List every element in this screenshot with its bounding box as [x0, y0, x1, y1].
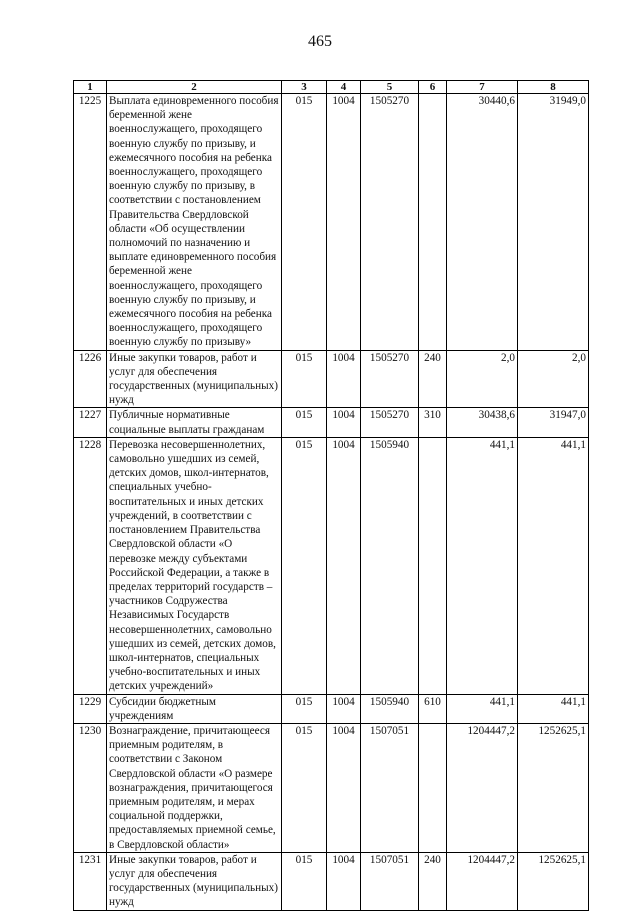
amount-col7: 30440,6	[447, 94, 518, 351]
row-name: Выплата единовременного пособия беременной жене военнослужащего, проходящего военную службу по призыву, и ежемесячного пособия на ребенка военнослужащего, проходящего военную службу по призыву, в соответствии с постановлением Правительства Свердловской области «Об осуществлении полномочий по назначению и выплате единовременного пособия беременной жене военнослужащего, проходящего военную службу по призыву, и ежемесячного пособия на ребенка военнослужащего, проходящего военную службу по призыву»	[107, 94, 282, 351]
expense-type-code	[419, 94, 447, 351]
table-row	[74, 94, 589, 351]
row-number: 1229	[74, 694, 107, 723]
target-code: 1505270	[361, 408, 419, 437]
ministry-code: 015	[282, 94, 327, 351]
section-code: 1004	[327, 350, 361, 408]
table-row	[74, 852, 589, 910]
row-name: Вознаграждение, причитающееся приемным родителям, в соответствии с Законом Свердловской области «О размере вознаграждения, причитающегося приемным родителям, и мерах социальной поддержки, предоставляемых приемной семье, в Свердловской области»	[107, 723, 282, 852]
header-cell: 8	[518, 81, 589, 94]
target-code: 1505940	[361, 694, 419, 723]
header-cell: 6	[419, 81, 447, 94]
amount-col8: 1252625,1	[518, 723, 589, 852]
table-row	[74, 694, 589, 723]
header-cell: 7	[447, 81, 518, 94]
header-cell: 2	[107, 81, 282, 94]
section-code: 1004	[327, 852, 361, 910]
row-number: 1228	[74, 437, 107, 694]
ministry-code: 015	[282, 437, 327, 694]
table-row	[74, 408, 589, 437]
row-number: 1226	[74, 350, 107, 408]
row-number: 1225	[74, 94, 107, 351]
section-code: 1004	[327, 723, 361, 852]
section-code: 1004	[327, 437, 361, 694]
header-row	[74, 81, 589, 94]
expense-type-code	[419, 723, 447, 852]
section-code: 1004	[327, 94, 361, 351]
amount-col8: 2,0	[518, 350, 589, 408]
amount-col7: 441,1	[447, 694, 518, 723]
expense-type-code: 310	[419, 408, 447, 437]
amount-col8: 31949,0	[518, 94, 589, 351]
expense-type-code: 610	[419, 694, 447, 723]
row-number: 1231	[74, 852, 107, 910]
table-row	[74, 350, 589, 408]
amount-col8: 31947,0	[518, 408, 589, 437]
ministry-code: 015	[282, 350, 327, 408]
header-cell: 4	[327, 81, 361, 94]
budget-table	[73, 80, 589, 911]
amount-col7: 30438,6	[447, 408, 518, 437]
target-code: 1507051	[361, 723, 419, 852]
row-name: Перевозка несовершеннолетних, самовольно ушедших из семей, детских домов, школ-интернатов, специальных учебно-воспитательных и иных детских учреждений, в соответствии с постановлением Правительства Свердловской области «О перевозке между субъектами Российской Федерации, а также в пределах территорий государств – участников Содружества Независимых Государств несовершеннолетних, самовольно ушедших из семей, детских домов, школ-интернатов, специальных учебно-воспитательных и иных детских учреждений»	[107, 437, 282, 694]
row-number: 1227	[74, 408, 107, 437]
amount-col7: 441,1	[447, 437, 518, 694]
row-name: Субсидии бюджетным учреждениям	[107, 694, 282, 723]
amount-col8: 1252625,1	[518, 852, 589, 910]
target-code: 1507051	[361, 852, 419, 910]
page-number: 465	[308, 33, 332, 50]
amount-col8: 441,1	[518, 694, 589, 723]
row-number: 1230	[74, 723, 107, 852]
expense-type-code	[419, 437, 447, 694]
ministry-code: 015	[282, 852, 327, 910]
expense-type-code: 240	[419, 350, 447, 408]
amount-col7: 1204447,2	[447, 852, 518, 910]
ministry-code: 015	[282, 408, 327, 437]
ministry-code: 015	[282, 694, 327, 723]
row-name: Публичные нормативные социальные выплаты гражданам	[107, 408, 282, 437]
amount-col8: 441,1	[518, 437, 589, 694]
target-code: 1505940	[361, 437, 419, 694]
amount-col7: 2,0	[447, 350, 518, 408]
expense-type-code: 240	[419, 852, 447, 910]
target-code: 1505270	[361, 350, 419, 408]
section-code: 1004	[327, 408, 361, 437]
header-cell: 3	[282, 81, 327, 94]
ministry-code: 015	[282, 723, 327, 852]
section-code: 1004	[327, 694, 361, 723]
header-cell: 5	[361, 81, 419, 94]
row-name: Иные закупки товаров, работ и услуг для обеспечения государственных (муниципальных) нужд	[107, 350, 282, 408]
table-row	[74, 437, 589, 694]
amount-col7: 1204447,2	[447, 723, 518, 852]
row-name: Иные закупки товаров, работ и услуг для обеспечения государственных (муниципальных) нужд	[107, 852, 282, 910]
header-cell: 1	[74, 81, 107, 94]
target-code: 1505270	[361, 94, 419, 351]
table-row	[74, 723, 589, 852]
